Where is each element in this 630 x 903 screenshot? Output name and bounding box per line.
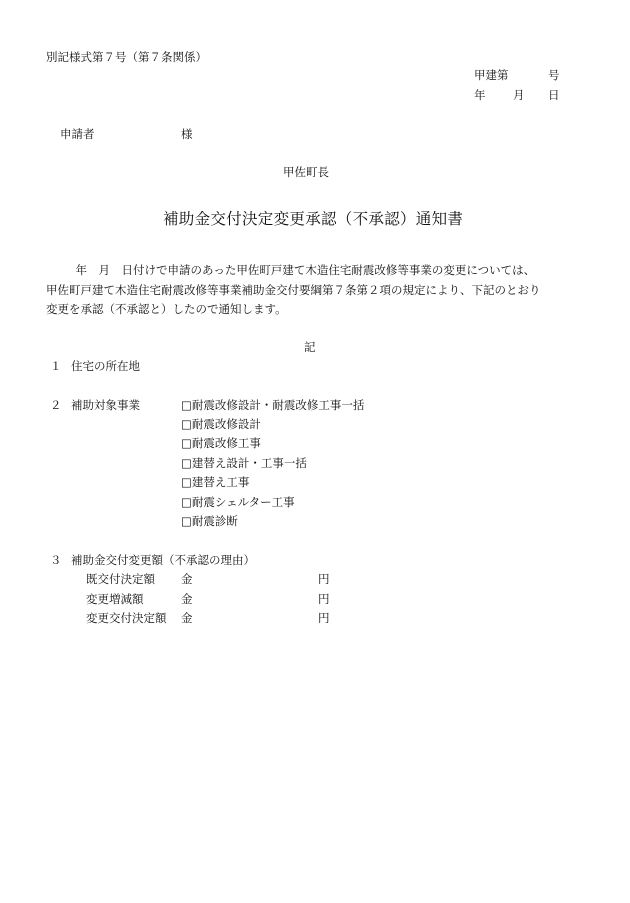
date-year: 年	[474, 88, 486, 102]
addressee-honorific: 様	[181, 127, 193, 141]
date-month: 月	[513, 88, 525, 102]
date-day: 日	[548, 88, 560, 102]
section-2-number: ２	[50, 398, 62, 412]
ki-heading: 記	[304, 340, 316, 354]
amount-row-yen: 円	[318, 611, 330, 625]
body-line-2: 甲佐町戸建て木造住宅耐震改修等事業補助金交付要綱第７条第２項の規定により、下記のとおり	[46, 283, 541, 297]
document-title: 補助金交付決定変更承認（不承認）通知書	[163, 210, 464, 228]
amount-row-label: 既交付決定額	[86, 572, 155, 586]
amount-row-yen: 円	[318, 592, 330, 606]
ref-number-suffix: 号	[548, 68, 560, 82]
body-line-1: 年 月 日付けで申請のあった甲佐町戸建て木造住宅耐震改修等事業の変更については、	[64, 263, 536, 277]
form-label: 別記様式第７号（第７条関係）	[46, 50, 207, 64]
issuer-name: 甲佐町長	[283, 165, 329, 179]
amount-row-kin: 金	[181, 592, 193, 606]
checkbox-option: □建替え工事	[181, 475, 250, 489]
checkbox-option: □耐震改修設計	[181, 417, 261, 431]
amount-row-yen: 円	[318, 572, 330, 586]
amount-row-kin: 金	[181, 611, 193, 625]
amount-row-label: 変更交付決定額	[86, 611, 167, 625]
checkbox-option: □耐震診断	[181, 514, 238, 528]
checkbox-option: □建替え設計・工事一括	[181, 456, 307, 470]
section-1-number: １	[50, 359, 62, 373]
checkbox-option: □耐震改修工事	[181, 436, 261, 450]
section-2-label: 補助対象事業	[71, 398, 140, 412]
section-3-number: ３	[50, 553, 62, 567]
amount-row-kin: 金	[181, 572, 193, 586]
ref-number-prefix: 甲建第	[474, 68, 509, 82]
checkbox-option: □耐震改修設計・耐震改修工事一括	[181, 398, 365, 412]
body-line-3: 変更を承認（不承認と）したので通知します。	[46, 302, 287, 316]
section-3-label: 補助金交付変更額（不承認の理由）	[71, 553, 255, 567]
amount-row-label: 変更増減額	[86, 592, 144, 606]
addressee-label: 申請者	[60, 127, 95, 141]
section-1-label: 住宅の所在地	[71, 359, 140, 373]
checkbox-option: □耐震シェルター工事	[181, 495, 295, 509]
